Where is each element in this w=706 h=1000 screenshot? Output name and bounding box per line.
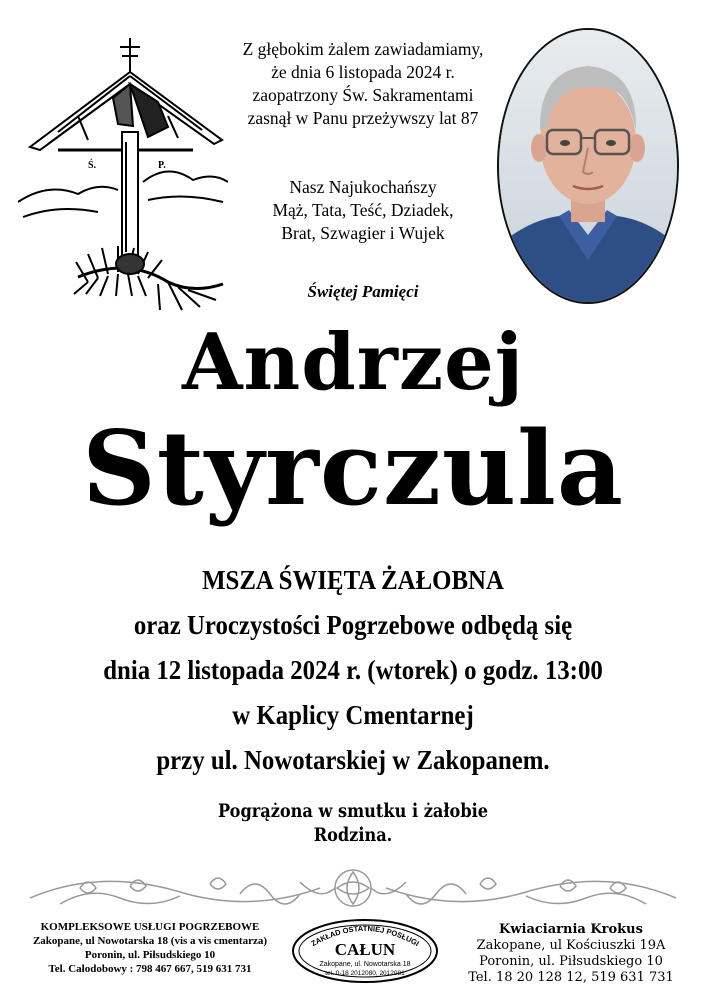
florist-phone: Tel. 18 20 128 12, 519 631 731 <box>468 970 674 985</box>
family-line: Brat, Szwagier i Wujek <box>281 223 445 243</box>
family-line: Nasz Najukochańszy <box>289 177 437 197</box>
florist-address-2: Poronin, ul. Piłsudskiego 10 <box>479 954 663 969</box>
cross-sign-right: P. <box>158 160 166 171</box>
florist-address: Zakopane, ul Kościuszki 19A <box>476 938 666 953</box>
florist-name: Kwiaciarnia Krokus <box>499 922 643 937</box>
intro-line: zaopatrzony Św. Sakramentami <box>252 85 474 105</box>
wayside-cross-icon <box>18 32 228 312</box>
florist-info <box>446 922 696 986</box>
mass-date-line: dnia 12 listopada 2024 r. (wtorek) o godz. 13:00 <box>103 655 603 685</box>
mourners-line: Pogrążona w smutku i żałobie <box>217 800 489 822</box>
mass-address-line: przy ul. Nowotarskiej w Zakopanem. <box>156 745 550 775</box>
cross-sign-left: Ś. <box>88 160 97 171</box>
family-text <box>232 176 494 245</box>
funeral-services-info <box>14 920 286 976</box>
intro-line: że dnia 6 listopada 2024 r. <box>271 62 455 82</box>
logo-line-2: tel. 0-18 2012080, 2012081 <box>325 970 405 977</box>
mourners-family: Rodzina. <box>313 824 393 846</box>
mass-line: oraz Uroczystości Pogrzebowe odbędą się <box>133 610 573 640</box>
last-name: Styrczula <box>82 409 624 529</box>
funeral-services-title: KOMPLEKSOWE USŁUGI POGRZEBOWE <box>40 921 260 933</box>
logo-line-1: Zakopane, ul. Nowotarska 18 <box>319 961 411 968</box>
mass-place-line: w Kaplicy Cmentarnej <box>232 700 474 730</box>
portrait-photo <box>497 28 679 304</box>
floral-ornament-icon <box>20 858 686 920</box>
funeral-services-address: Zakopane, ul Nowotarska 18 (vis a vis cmentarza) <box>32 935 268 947</box>
funeral-services-phone: Tel. Całodobowy : 798 467 667, 519 631 731 <box>48 963 252 975</box>
calun-logo <box>290 917 440 985</box>
first-name: Andrzej <box>181 317 524 408</box>
funeral-services-address-2: Poronin, ul. Piłsudskiego 10 <box>84 949 216 961</box>
logo-top-text: ZAKŁAD OSTATNIEJ POSŁUGI <box>309 923 421 949</box>
memory-label: Świętej Pamięci <box>307 282 419 301</box>
intro-line: Z głębokim żalem zawiadamiamy, <box>242 39 484 59</box>
family-line: Mąż, Tata, Teść, Dziadek, <box>272 200 454 220</box>
intro-text <box>232 38 494 130</box>
mass-heading: MSZA ŚWIĘTA ŻAŁOBNA <box>202 565 504 595</box>
intro-line: zasnął w Panu przeżywszy lat 87 <box>247 108 479 128</box>
logo-name: CAŁUN <box>334 940 396 959</box>
